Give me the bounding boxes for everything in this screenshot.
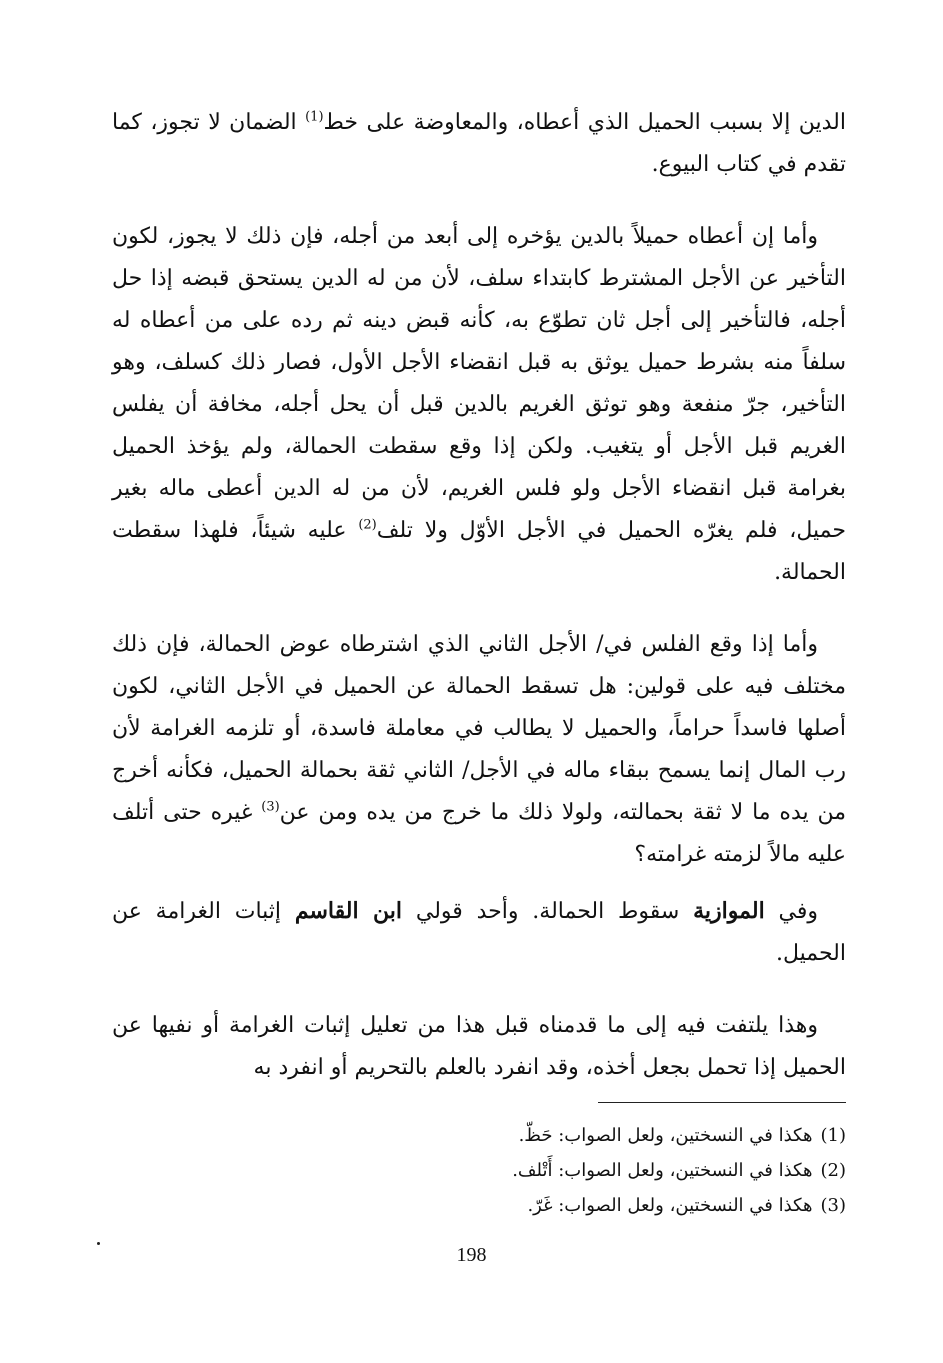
footnote-text: هكذا في النسختين، ولعل الصواب: أَتْلف. (512, 1160, 813, 1181)
page-number: 198 (456, 1244, 487, 1266)
paragraph-4-text-b: سقوط الحمالة. وأحد قولي (402, 899, 694, 924)
footnote-text: هكذا في النسختين، ولعل الصواب: حَظّ. (518, 1125, 813, 1146)
paragraph-3-text-a: وأما إذا وقع الفلس في/ الأجل الثاني الذي اشترطاه عوض الحمالة، فإن ذلك مختلف فيه على قولين: هل تسقط الحمالة عن الحميل في الأجل الثاني، لكون أصلها فاسداً حراماً، والحميل لا يطالب في معاملة فاسدة، أو تلزمه الغرامة لأن رب المال إنما يسمح ببقاء ماله في الأجل/ الثاني ثقة بحمالة الحميل، فكأنه أخرج من يده ما لا ثقة بحمالته، ولولا ذلك ما خرج من يده ومن عن (112, 632, 846, 825)
footnote-ref-3: (3) (261, 799, 280, 815)
paragraph-4-text-a: وفي (764, 899, 818, 924)
footnote-number: (2) (820, 1160, 846, 1181)
footnote-number: (3) (820, 1195, 846, 1216)
paragraph-4-text-c: إثبات الغرامة عن الحميل. (112, 899, 846, 966)
footnote-ref-1: (1) (305, 109, 324, 125)
paragraph-5-text: وهذا يلتفت فيه إلى ما قدمناه قبل هذا من تعليل إثبات الغرامة أو نفيها عن الحميل إذا تحمل بجعل أخذه، وقد انفرد بالعلم بالتحريم أو انفرد به (112, 1013, 846, 1080)
paragraph-2-text-b: عليه شيئاً، فلهذا سقطت الحمالة. (112, 518, 846, 585)
paragraph-3 (112, 624, 846, 876)
footnote-2 (420, 1153, 846, 1188)
paragraph-4 (112, 890, 846, 975)
paragraph-1-text-a: الدين إلا بسبب الحميل الذي أعطاه، والمعاوضة على خط (323, 110, 846, 135)
footnote-3 (420, 1188, 846, 1223)
footnotes (420, 1118, 846, 1223)
main-text (112, 102, 846, 1089)
footnote-text: هكذا في النسختين، ولعل الصواب: غَرّ. (527, 1195, 813, 1216)
paragraph-2-text-a: وأما إن أعطاه حميلاً بالدين يؤخره إلى أبعد من أجله، فإن ذلك لا يجوز، لكون التأخير عن الأجل المشترط كابتداء سلف، لأن من له الدين يستحق قبضه إذا حل أجله، فالتأخير إلى أجل ثان تطوّع به، كأنه قبض دينه ثم رده على من أعطاه له سلفاً منه بشرط حميل يوثق به قبل انقضاء الأجل الأول، فصار ذلك كسلف، وهو التأخير، جرّ منفعة وهو توثق الغريم بالدين قبل أن يحل أجله، مخافة أن يفلس الغريم قبل الأجل أو يتغيب. ولكن إذا وقع سقطت الحمالة، ولم يؤخذ الحميل بغرامة قبل انقضاء الأجل ولو فلس الغريم، لأن من له الدين أعطى ماله بغير حميل، فلم يغرّه الحميل في الأجل الأوّل ولا تلف (112, 224, 846, 543)
paragraph-1-text-b: الضمان لا تجوز، كما تقدم في كتاب البيوع. (112, 110, 846, 177)
paragraph-5 (112, 1005, 846, 1089)
paragraph-3-text-b: غيره حتى أتلف عليه مالاً لزمته غرامته؟ (112, 800, 846, 867)
footnote-divider (598, 1102, 846, 1103)
bold-term-ibn-al-qasim: ابن القاسم (294, 898, 403, 924)
footnote-ref-2: (2) (358, 517, 377, 533)
footnote-number: (1) (820, 1125, 846, 1146)
footnote-1 (420, 1118, 846, 1153)
paragraph-2 (112, 216, 846, 594)
bold-term-muwazziya: الموازية (693, 898, 765, 924)
paragraph-1 (112, 102, 846, 186)
